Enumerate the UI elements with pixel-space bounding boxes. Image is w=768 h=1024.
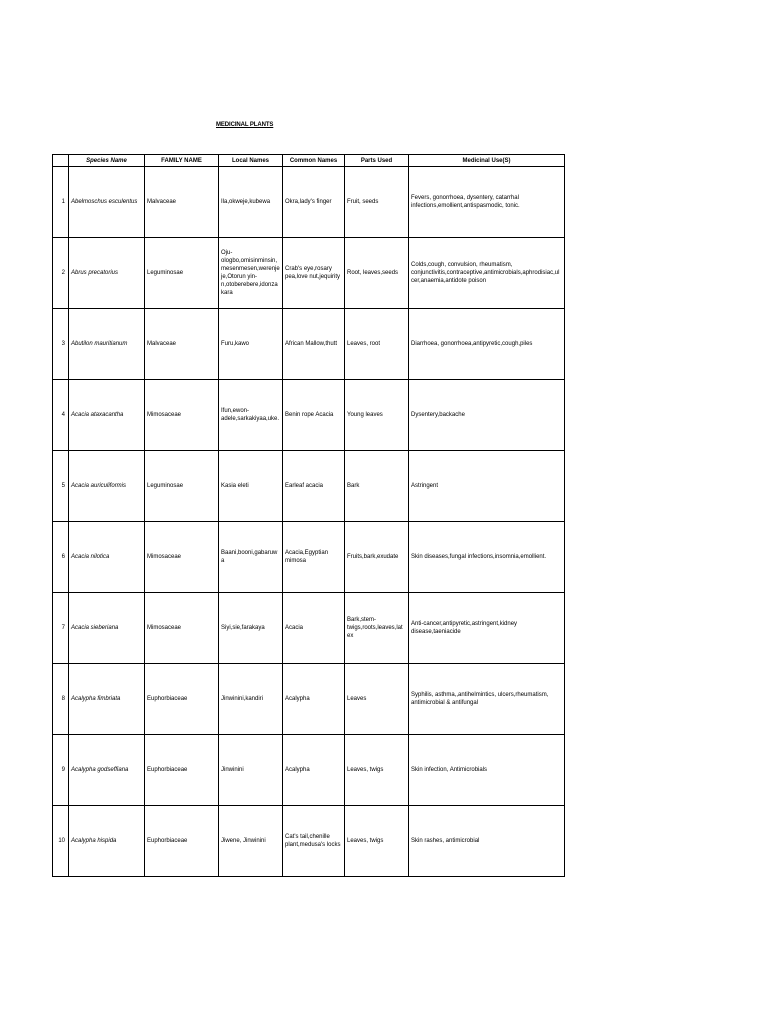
table-row	[53, 309, 565, 380]
family-name: Mimosaceae	[145, 380, 219, 451]
common-names: Cat's tail,chenille plant,medusa's locks	[283, 806, 345, 877]
local-names: Ifun,ewon-adele,sarkakiyaa,uke.	[219, 380, 283, 451]
family-name: Malvaceae	[145, 309, 219, 380]
table-row	[53, 593, 565, 664]
common-names: Crab's eye,rosary pea,love nut,jequirity	[283, 238, 345, 309]
common-names: Acalypha	[283, 735, 345, 806]
row-number: 2	[53, 238, 69, 309]
header-medicinal-uses: Medicinal Use(S)	[409, 155, 565, 167]
document-title: MEDICINAL PLANTS	[216, 122, 274, 128]
family-name: Mimosaceae	[145, 522, 219, 593]
medicinal-uses: Diarrhoea, gonorrhoea,antipyretic,cough,piles	[409, 309, 565, 380]
row-number: 6	[53, 522, 69, 593]
local-names: Jinwinini	[219, 735, 283, 806]
common-names: Benin rope Acacia	[283, 380, 345, 451]
table-row	[53, 451, 565, 522]
family-name: Euphorbiaceae	[145, 735, 219, 806]
table-row	[53, 380, 565, 451]
header-family: FAMILY NAME	[145, 155, 219, 167]
parts-used: Root, leaves,seeds	[345, 238, 409, 309]
medicinal-uses: Anti-cancer,antipyretic,astringent,kidney disease,taeniacide	[409, 593, 565, 664]
row-number: 9	[53, 735, 69, 806]
table-header-row	[53, 155, 565, 167]
row-number: 3	[53, 309, 69, 380]
row-number: 1	[53, 167, 69, 238]
species-name: Acacia sieberiana	[69, 593, 145, 664]
parts-used: Leaves, root	[345, 309, 409, 380]
row-number: 10	[53, 806, 69, 877]
local-names: Jinwinini,kandiri	[219, 664, 283, 735]
parts-used: Fruit, seeds	[345, 167, 409, 238]
parts-used: Leaves, twigs	[345, 806, 409, 877]
medicinal-uses: Skin rashes, antimicrobial	[409, 806, 565, 877]
header-num	[53, 155, 69, 167]
family-name: Euphorbiaceae	[145, 664, 219, 735]
common-names: Acalypha	[283, 664, 345, 735]
medicinal-uses: Astringent	[409, 451, 565, 522]
family-name: Leguminosae	[145, 238, 219, 309]
species-name: Acalypha godseffiana	[69, 735, 145, 806]
medicinal-uses: Skin diseases,fungal infections,insomnia,emollient.	[409, 522, 565, 593]
species-name: Acalypha fimbriata	[69, 664, 145, 735]
local-names: Furu,kawo	[219, 309, 283, 380]
local-names: Ila,okweje,kubewa	[219, 167, 283, 238]
parts-used: Leaves	[345, 664, 409, 735]
family-name: Leguminosae	[145, 451, 219, 522]
local-names: Kasia eleti	[219, 451, 283, 522]
species-name: Acacia ataxacantha	[69, 380, 145, 451]
local-names: Jiwene, Jinwinini	[219, 806, 283, 877]
species-name: Abelmoschus esculentus	[69, 167, 145, 238]
row-number: 4	[53, 380, 69, 451]
parts-used: Fruits,bark,exudate	[345, 522, 409, 593]
header-parts-used: Parts Used	[345, 155, 409, 167]
table-row	[53, 806, 565, 877]
local-names: Siyi,sie,farakaya	[219, 593, 283, 664]
table-row	[53, 522, 565, 593]
medicinal-uses: Syphilis, asthma,,antihelmintics, ulcers,rheumatism, antimicrobial & antifungal	[409, 664, 565, 735]
row-number: 7	[53, 593, 69, 664]
species-name: Acacia nilotica	[69, 522, 145, 593]
parts-used: Bark	[345, 451, 409, 522]
common-names: Acacia	[283, 593, 345, 664]
common-names: African Mallow,thutt	[283, 309, 345, 380]
common-names: Earleaf acacia	[283, 451, 345, 522]
table-row	[53, 167, 565, 238]
parts-used: Leaves, twigs	[345, 735, 409, 806]
header-local-names: Local Names	[219, 155, 283, 167]
family-name: Mimosaceae	[145, 593, 219, 664]
table-row	[53, 735, 565, 806]
local-names: Baani,booni,gabaruwa	[219, 522, 283, 593]
medicinal-uses: Fevers, gonorrhoea, dysentery, catarrhal infections,emollient,antispasmodic, tonic.	[409, 167, 565, 238]
common-names: Okra,lady's finger	[283, 167, 345, 238]
medicinal-plants-table	[52, 154, 565, 877]
species-name: Abrus precatorius	[69, 238, 145, 309]
family-name: Euphorbiaceae	[145, 806, 219, 877]
medicinal-uses: Skin infection, Antimicrobials	[409, 735, 565, 806]
medicinal-uses: Dysentery,backache	[409, 380, 565, 451]
table-row	[53, 664, 565, 735]
family-name: Malvaceae	[145, 167, 219, 238]
parts-used: Young leaves	[345, 380, 409, 451]
table-row	[53, 238, 565, 309]
species-name: Acacia auriculiformis	[69, 451, 145, 522]
parts-used: Bark,stem-twigs,roots,leaves,latex	[345, 593, 409, 664]
row-number: 8	[53, 664, 69, 735]
species-name: Acalypha hispida	[69, 806, 145, 877]
header-common-names: Common Names	[283, 155, 345, 167]
local-names: Oju-ologbo,omisinminsin,mesenmesen,werenjeje,Otorun yin-n,otoberebere,idonzakara	[219, 238, 283, 309]
common-names: Acacia,Egyptian mimosa	[283, 522, 345, 593]
row-number: 5	[53, 451, 69, 522]
species-name: Abutilon mauritianum	[69, 309, 145, 380]
medicinal-uses: Colds,cough, convulsion, rheumatism, conjunctivitis,contraceptive,antimicrobials,aphrodisiac,ulcer,anaemia,antidote poison	[409, 238, 565, 309]
header-species: Species Name	[69, 155, 145, 167]
